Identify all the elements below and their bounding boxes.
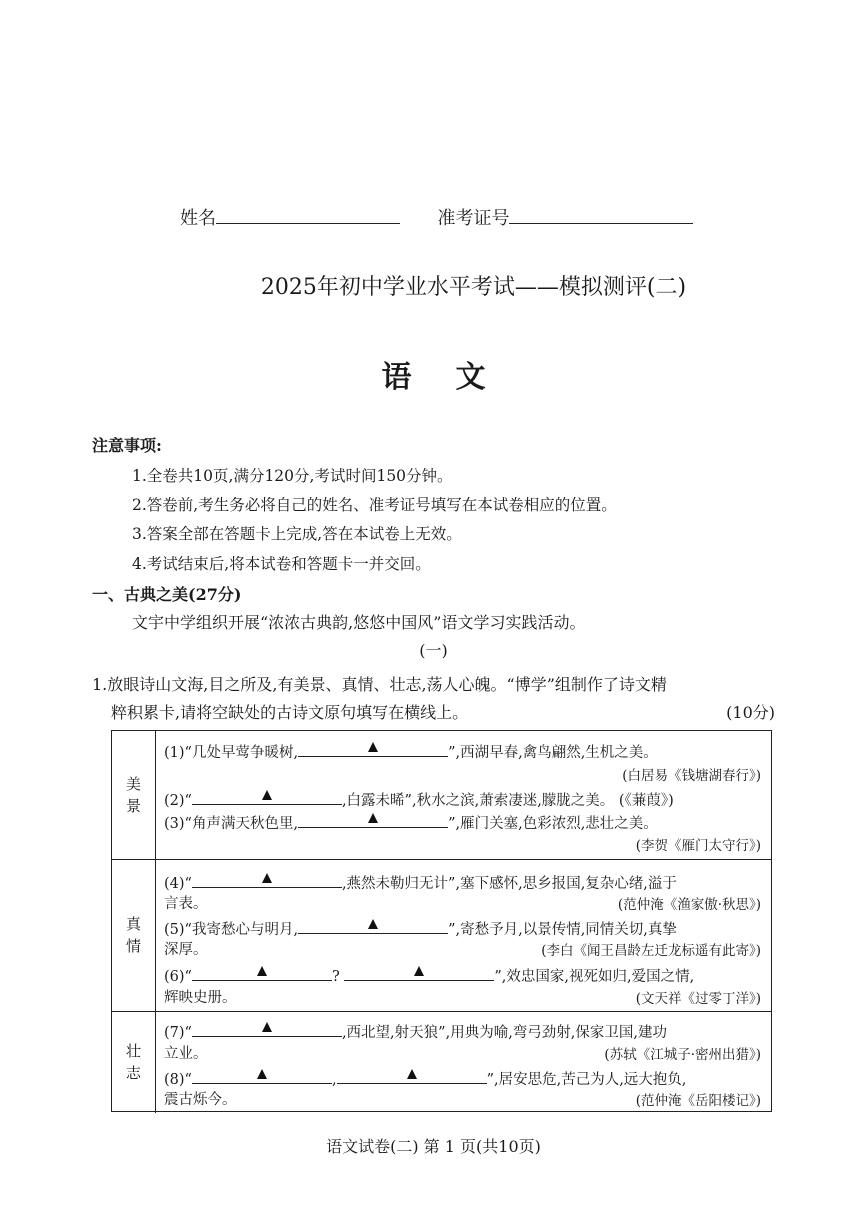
note-item: 4.考试结束后,将本试卷和答题卡一并交回。 xyxy=(132,555,431,573)
category-ambition: 壮志 xyxy=(112,1011,156,1113)
id-label: 准考证号 xyxy=(437,208,510,229)
answer-blank-1[interactable] xyxy=(298,738,448,757)
triangle-marker-icon xyxy=(368,813,378,823)
answer-blank-7[interactable] xyxy=(192,1018,342,1037)
source-1: (白居易《钱塘湖春行》) xyxy=(622,768,761,784)
subject-title: 语文 xyxy=(381,360,530,395)
row-divider xyxy=(112,859,771,860)
card-line-6-cont: 辉映史册。 xyxy=(164,990,237,1006)
source-4: (范仲淹《渔家傲·秋思》) xyxy=(617,897,761,913)
id-field[interactable] xyxy=(509,203,693,224)
row-divider xyxy=(112,1011,771,1012)
card-line-7: (7)“ ,西北望,射天狼”,用典为喻,弯弓劲射,保家卫国,建功 xyxy=(164,1018,667,1042)
card-line-7-cont: 立业。 xyxy=(164,1046,208,1062)
subsection-number: (一) xyxy=(419,641,448,660)
source-7: (苏轼《江城子·密州出猎》) xyxy=(604,1047,761,1063)
triangle-marker-icon xyxy=(368,919,378,929)
note-item: 2.答卷前,考生务必将自己的姓名、准考证号填写在本试卷相应的位置。 xyxy=(132,496,617,514)
triangle-marker-icon xyxy=(262,873,272,883)
question-1-score: (10分) xyxy=(726,703,775,722)
question-1-text: 1.放眼诗山文海,目之所及,有美景、真情、壮志,荡人心魄。“博学”组制作了诗文精 xyxy=(92,675,667,694)
answer-blank-8b[interactable] xyxy=(337,1065,487,1084)
triangle-marker-icon xyxy=(414,966,424,976)
section-intro: 文宇中学组织开展“浓浓古典韵,悠悠中国风”语文学习实践活动。 xyxy=(132,613,586,632)
note-item: 3.答案全部在答题卡上完成,答在本试卷上无效。 xyxy=(132,525,462,543)
triangle-marker-icon xyxy=(257,1069,267,1079)
poem-card-table xyxy=(111,730,772,1112)
exam-title: 2025年初中学业水平考试——模拟测评(二) xyxy=(260,275,687,300)
source-8: (范仲淹《岳阳楼记》) xyxy=(635,1093,761,1109)
name-field[interactable] xyxy=(216,203,400,224)
triangle-marker-icon xyxy=(257,966,267,976)
answer-blank-4[interactable] xyxy=(192,869,342,888)
answer-blank-6b[interactable] xyxy=(344,962,494,981)
answer-blank-3[interactable] xyxy=(298,809,448,828)
candidate-info-row xyxy=(180,203,693,230)
card-line-4-cont: 言表。 xyxy=(164,896,208,912)
question-1-text-cont: 粹积累卡,请将空缺处的古诗文原句填写在横线上。 xyxy=(111,703,469,722)
page-footer: 语文试卷(二) 第 1 页(共10页) xyxy=(326,1137,541,1156)
card-line-2: (2)“ ,白露未晞”,秋水之滨,萧索凄迷,朦胧之美。 (《蒹葭》) xyxy=(164,786,674,810)
category-scenery: 美景 xyxy=(112,731,156,859)
card-line-6: (6)“ ? ”,效忠国家,视死如归,爱国之情, xyxy=(164,962,694,986)
source-3: (李贺《雁门太守行》) xyxy=(635,838,761,854)
notes-title: 注意事项: xyxy=(92,436,162,455)
triangle-marker-icon xyxy=(368,742,378,752)
answer-blank-2[interactable] xyxy=(192,786,342,805)
triangle-marker-icon xyxy=(262,1022,272,1032)
card-line-8: (8)“ , ”,居安思危,苦己为人,远大抱负, xyxy=(164,1065,686,1089)
card-line-1: (1)“几处早莺争暖树, ”,西湖早春,禽鸟翩然,生机之美。 xyxy=(164,738,658,762)
source-6: (文天祥《过零丁洋》) xyxy=(635,991,761,1007)
triangle-marker-icon xyxy=(262,790,272,800)
source-5: (李白《闻王昌龄左迁龙标遥有此寄》) xyxy=(541,943,761,959)
note-item: 1.全卷共10页,满分120分,考试时间150分钟。 xyxy=(132,467,453,485)
card-line-8-cont: 震古烁今。 xyxy=(164,1092,237,1108)
card-line-5: (5)“我寄愁心与明月, ”,寄愁予月,以景传情,同情关切,真挚 xyxy=(164,915,677,939)
card-line-5-cont: 深厚。 xyxy=(164,942,208,958)
triangle-marker-icon xyxy=(407,1069,417,1079)
section-title: 一、古典之美(27分) xyxy=(92,585,242,604)
answer-blank-5[interactable] xyxy=(298,915,448,934)
answer-blank-8a[interactable] xyxy=(192,1065,332,1084)
answer-blank-6a[interactable] xyxy=(192,962,332,981)
card-line-3: (3)“角声满天秋色里, ”,雁门关塞,色彩浓烈,悲壮之美。 xyxy=(164,809,658,833)
category-emotion: 真情 xyxy=(112,859,156,1011)
name-label: 姓名 xyxy=(180,208,216,229)
card-line-4: (4)“ ,燕然未勒归无计”,塞下感怀,思乡报国,复杂心绪,溢于 xyxy=(164,869,677,893)
